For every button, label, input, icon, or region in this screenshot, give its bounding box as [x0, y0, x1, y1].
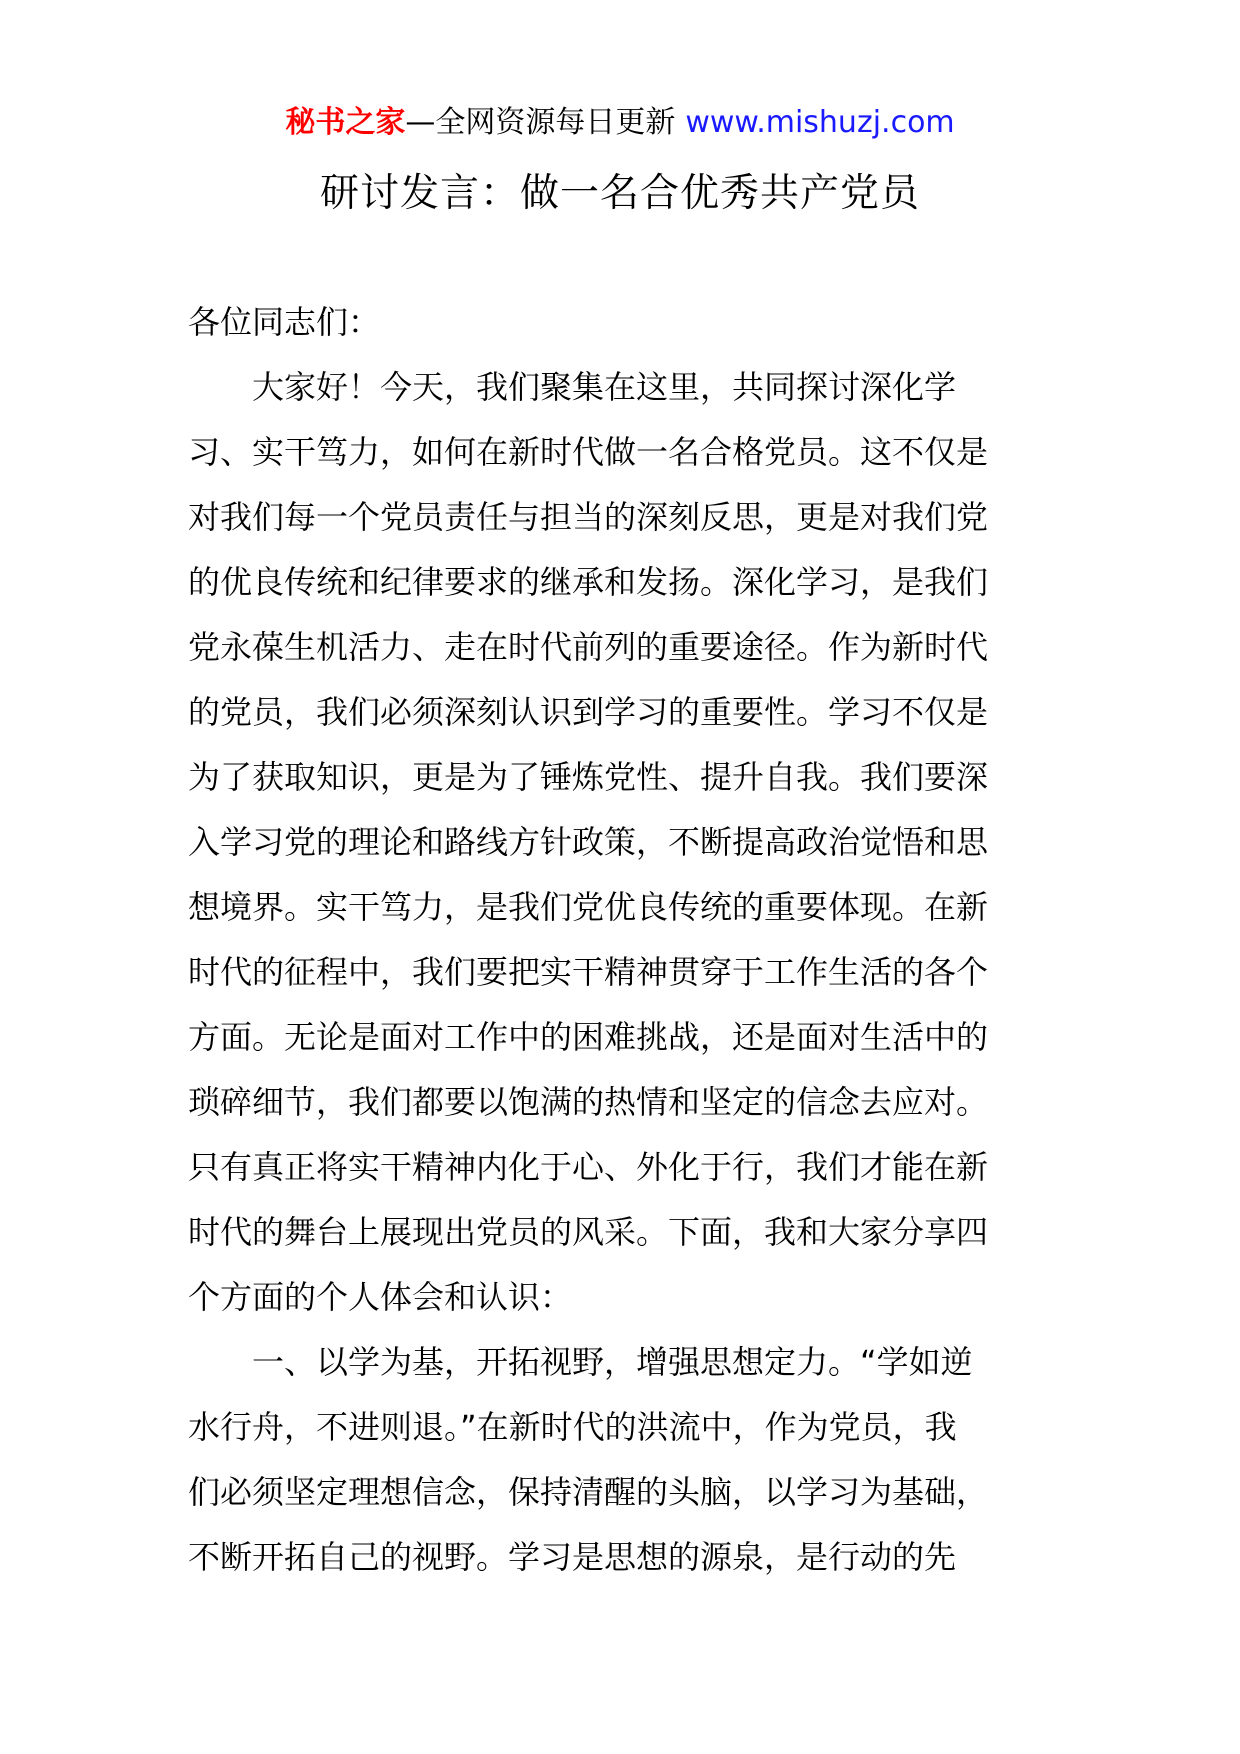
site-tagline: —全网资源每日更新 — [405, 105, 676, 140]
text-line: 的优良传统和纪律要求的继承和发扬。深化学习，是我们 — [188, 563, 989, 601]
text-line: 琐碎细节，我们都要以饱满的热情和坚定的信念去应对。 — [188, 1083, 989, 1121]
site-url-link[interactable]: www.mishuzj.com — [685, 105, 955, 140]
text-line: 不断开拓自己的视野。学习是思想的源泉，是行动的先 — [188, 1538, 957, 1576]
text-line: 只有真正将实干精神内化于心、外化于行，我们才能在新 — [188, 1148, 989, 1186]
text-line: 为了获取知识，更是为了锤炼党性、提升自我。我们要深 — [188, 758, 989, 796]
text-line: 的党员，我们必须深刻认识到学习的重要性。学习不仅是 — [188, 693, 989, 731]
site-header — [0, 100, 1240, 146]
document-title: 研讨发言：做一名合优秀共产党员 — [319, 171, 920, 216]
text-line: 时代的舞台上展现出党员的风采。下面，我和大家分享四 — [188, 1213, 989, 1251]
document-body — [188, 290, 1054, 1590]
text-line: 方面。无论是面对工作中的困难挑战，还是面对生活中的 — [188, 1018, 989, 1056]
text-line: 党永葆生机活力、走在时代前列的重要途径。作为新时代 — [188, 628, 989, 666]
text-line: 入学习党的理论和路线方针政策，不断提高政治觉悟和思 — [188, 823, 989, 861]
text-line: 水行舟，不进则退。”在新时代的洪流中，作为党员，我 — [188, 1408, 957, 1446]
text-line: 时代的征程中，我们要把实干精神贯穿于工作生活的各个 — [188, 953, 989, 991]
salutation-line: 各位同志们： — [188, 303, 381, 341]
text-line: 个方面的个人体会和认识： — [188, 1278, 573, 1316]
text-line: 习、实干笃力，如何在新时代做一名合格党员。这不仅是 — [188, 433, 989, 471]
section-heading-line: 一、以学为基，开拓视野，增强思想定力。“学如逆 — [252, 1343, 973, 1381]
text-line: 们必须坚定理想信念，保持清醒的头脑，以学习为基础， — [188, 1473, 989, 1511]
text-line: 对我们每一个党员责任与担当的深刻反思，更是对我们党 — [188, 498, 989, 536]
text-line: 大家好！今天，我们聚集在这里，共同探讨深化学 — [252, 368, 957, 406]
brand-name: 秘书之家 — [285, 105, 406, 140]
text-line: 想境界。实干笃力，是我们党优良传统的重要体现。在新 — [188, 888, 989, 926]
